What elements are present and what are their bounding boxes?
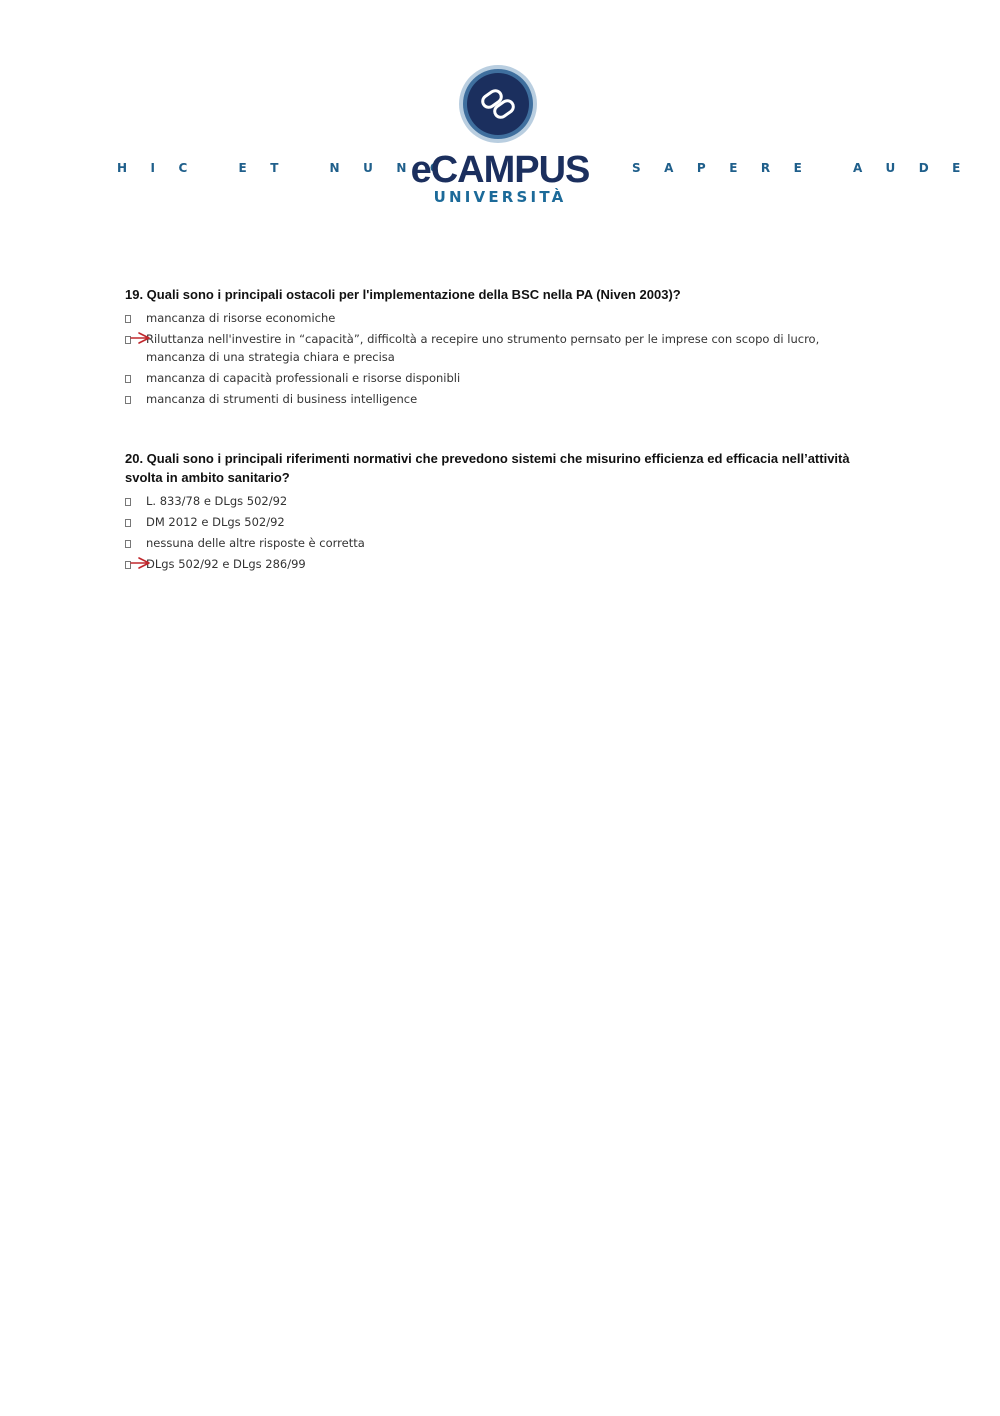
checkbox-icon[interactable]: [125, 396, 131, 404]
question-title: 19. Quali sono i principali ostacoli per l'implementazione della BSC nella PA (Niven 2003)?: [125, 287, 681, 302]
brand-subtitle: UNIVERSITÀ: [433, 188, 567, 206]
answer-option[interactable]: [125, 390, 855, 408]
red-arrow-mark-icon: [130, 556, 152, 570]
answer-text: mancanza di risorse economiche: [146, 311, 336, 325]
checkbox-icon[interactable]: [125, 498, 131, 506]
answer-option-selected[interactable]: [125, 555, 855, 573]
motto-right: SAPERE AUDE: [632, 161, 984, 175]
answer-option[interactable]: [125, 309, 855, 327]
checkbox-icon[interactable]: [125, 519, 131, 527]
answer-text: mancanza di strumenti di business intelligence: [146, 392, 418, 406]
red-arrow-mark-icon: [130, 331, 152, 345]
brand-wordmark: eCAMPUS: [410, 149, 590, 190]
answer-option[interactable]: [125, 492, 855, 510]
answer-option-selected[interactable]: [125, 330, 855, 366]
page-header: [0, 0, 1000, 230]
motto-left: HIC ET NUNC: [117, 161, 463, 175]
checkbox-icon[interactable]: [125, 540, 131, 548]
question-20: [125, 449, 855, 576]
checkbox-icon[interactable]: [125, 375, 131, 383]
answer-option[interactable]: [125, 534, 855, 552]
answer-text: DLgs 502/92 e DLgs 286/99: [146, 557, 306, 571]
answer-text: mancanza di capacità professionali e risorse disponibli: [146, 371, 461, 385]
answer-option[interactable]: [125, 369, 855, 387]
checkbox-icon[interactable]: [125, 315, 131, 323]
ecampus-seal-logo: [458, 64, 538, 144]
ecampus-wordmark-logo: [400, 146, 600, 190]
question-19: [125, 285, 855, 411]
answer-text: Riluttanza nell'investire in “capacità”, difficoltà a recepire uno strumento pernsato per le imprese con scopo di lucro, mancanza di una strategia chiara e precisa: [146, 332, 820, 364]
question-title: 20. Quali sono i principali riferimenti normativi che prevedono sistemi che misurino efficienza ed efficacia nell’attività svolta in ambito sanitario?: [125, 451, 850, 485]
answer-text: nessuna delle altre risposte è corretta: [146, 536, 365, 550]
answer-text: DM 2012 e DLgs 502/92: [146, 515, 285, 529]
answer-text: L. 833/78 e DLgs 502/92: [146, 494, 288, 508]
answer-option[interactable]: [125, 513, 855, 531]
